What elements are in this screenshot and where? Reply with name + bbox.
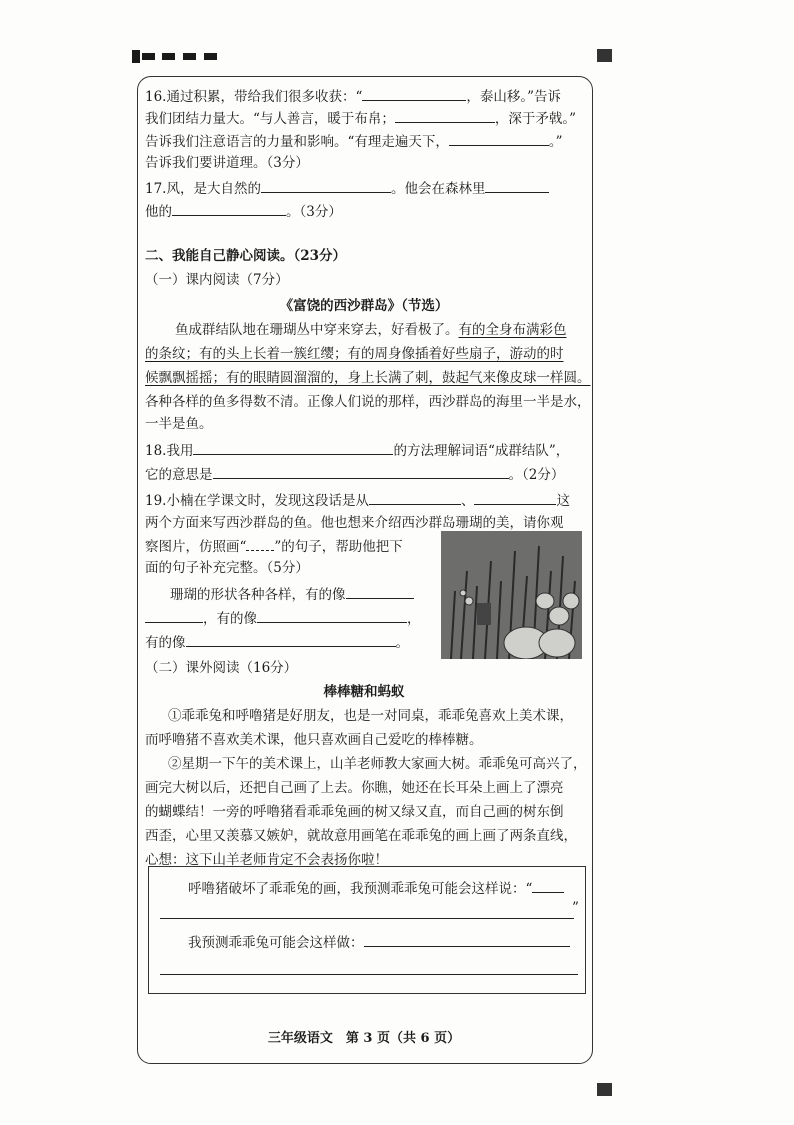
q19-line2: 两个方面来写西沙群岛的鱼。他也想来介绍西沙群岛珊瑚的美，请你观 bbox=[145, 515, 564, 531]
answer-blank[interactable] bbox=[193, 440, 393, 455]
answer-blank[interactable] bbox=[145, 608, 203, 623]
answer-blank[interactable] bbox=[186, 632, 396, 647]
answer-blank[interactable] bbox=[474, 490, 556, 505]
story-title: 棒棒糖和蚂蚁 bbox=[323, 684, 405, 700]
story-line: ②星期一下午的美术课上，山羊老师教大家画大树。乖乖兔可高兴了， bbox=[168, 756, 587, 772]
answer-blank[interactable] bbox=[369, 490, 461, 505]
answer-line[interactable] bbox=[160, 918, 574, 919]
box-line1: 呼噜猪破坏了乖乖兔的画，我预测乖乖兔可能会这样说：“ bbox=[188, 878, 628, 900]
q18-line2: 它的意思是 。（2分） bbox=[145, 464, 585, 486]
q17-line2: 他的 。（3分） bbox=[145, 201, 585, 223]
registration-mark bbox=[162, 53, 175, 60]
q19-line6: ，有的像 ， bbox=[145, 608, 585, 630]
answer-blank[interactable] bbox=[532, 878, 564, 893]
story-line: 的蝴蝶结！一旁的呼噜猪看乖乖兔画的树又绿又直，而自己画的树东倒 bbox=[145, 804, 564, 820]
registration-mark bbox=[183, 53, 196, 60]
answer-blank[interactable] bbox=[362, 86, 466, 101]
answer-blank[interactable] bbox=[364, 932, 570, 947]
close-quote: ” bbox=[572, 900, 579, 916]
part1-title: （一）课内阅读（7分） bbox=[145, 272, 289, 288]
answer-blank[interactable] bbox=[485, 178, 549, 193]
answer-blank[interactable] bbox=[257, 608, 407, 623]
part2-title: （二）课外阅读（16分） bbox=[145, 660, 298, 676]
q19-line1: 19.小楠在学课文时，发现这段话是从 、 这 bbox=[145, 490, 585, 512]
passage-line: 一半是鱼。 bbox=[145, 416, 213, 432]
q18-line1: 18.我用 的方法理解词语“成群结队”， bbox=[145, 440, 585, 462]
q19-line5: 珊瑚的形状各种各样，有的像 bbox=[170, 584, 610, 606]
q19-line4: 面的句子补充完整。（5分） bbox=[145, 560, 309, 576]
story-line: 画完大树以后，还把自己画了上去。你瞧，她还在长耳朵上画上了漂亮 bbox=[145, 780, 564, 796]
box-line3: 我预测乖乖兔可能会这样做： bbox=[188, 932, 628, 954]
answer-blank[interactable] bbox=[449, 131, 549, 146]
wavy-line-symbol bbox=[246, 536, 274, 551]
q17-line1: 17.风，是大自然的 。他会在森林里 bbox=[145, 178, 585, 200]
passage-line: 候飘飘摇摇；有的眼睛圆溜溜的，身上长满了刺，鼓起气来像皮球一样圆。 bbox=[145, 370, 591, 386]
passage-title: 《富饶的西沙群岛》（节选） bbox=[279, 298, 449, 314]
q19-line7: 有的像 。 bbox=[145, 632, 585, 654]
page-footer: 三年级语文 第 3 页（共 6 页） bbox=[267, 1031, 461, 1046]
answer-blank[interactable] bbox=[346, 584, 414, 599]
q16-line1: 16.通过积累，带给我们很多收获：“ ，泰山移。”告诉 bbox=[145, 86, 585, 108]
section-title: 二、我能自己静心阅读。（23分） bbox=[145, 248, 347, 264]
q16-line4: 告诉我们要讲道理。（3分） bbox=[145, 155, 309, 171]
answer-blank[interactable] bbox=[172, 201, 286, 216]
registration-mark bbox=[142, 53, 155, 60]
registration-mark bbox=[597, 1083, 612, 1096]
story-line: 心想：这下山羊老师肯定不会表扬你啦！ bbox=[145, 852, 388, 868]
story-line: 而呼噜猪不喜欢美术课，他只喜欢画自己爱吃的棒棒糖。 bbox=[145, 732, 483, 748]
coral-reef-image bbox=[441, 531, 582, 659]
answer-blank[interactable] bbox=[261, 178, 391, 193]
registration-mark bbox=[204, 53, 217, 60]
registration-mark bbox=[597, 49, 612, 62]
story-line: ①乖乖兔和呼噜猪是好朋友，也是一对同桌，乖乖兔喜欢上美术课， bbox=[168, 708, 573, 724]
q16-line3: 告诉我们注意语言的力量和影响。“有理走遍天下， 。” bbox=[145, 131, 585, 153]
q19-line3: 察图片，仿照画“ ”的句子，帮助他把下 bbox=[145, 536, 585, 558]
passage-line: 的条纹；有的头上长着一簇红缨；有的周身像插着好些扇子，游动的时 bbox=[145, 346, 564, 362]
answer-blank[interactable] bbox=[395, 108, 495, 123]
registration-mark bbox=[132, 50, 140, 63]
q16-line2: 我们团结力量大。“与人善言，暖于布帛； ，深于矛戟。” bbox=[145, 108, 585, 130]
answer-line[interactable] bbox=[160, 974, 578, 975]
passage-line: 各种各样的鱼多得数不清。正像人们说的那样，西沙群岛的海里一半是水， bbox=[145, 394, 591, 410]
passage-line: 鱼成群结队地在珊瑚丛中穿来穿去，好看极了。有的全身布满彩色 bbox=[175, 322, 567, 338]
answer-blank[interactable] bbox=[213, 464, 509, 479]
story-line: 西歪，心里又羡慕又嫉妒，就故意用画笔在乖乖兔的画上画了两条直线， bbox=[145, 828, 577, 844]
